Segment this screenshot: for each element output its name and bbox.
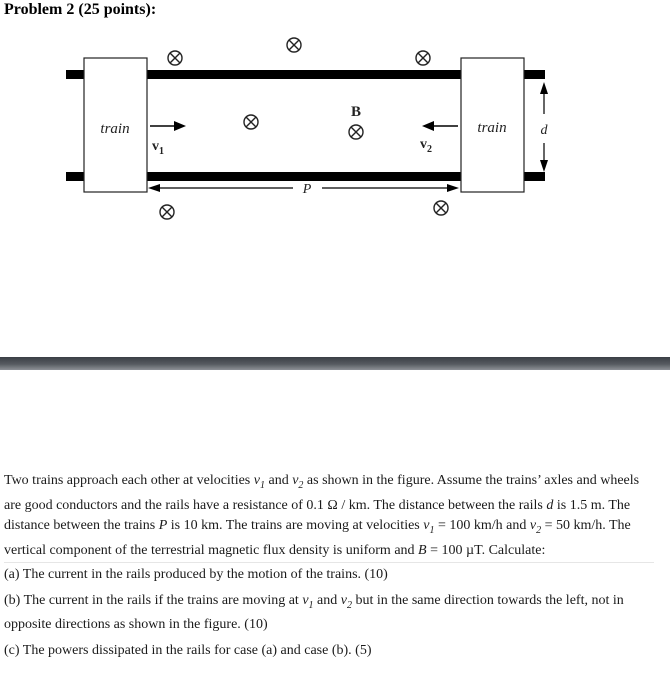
field-into-page-icon bbox=[416, 51, 430, 65]
subscript: 1 bbox=[429, 524, 435, 536]
variable-v: v bbox=[292, 473, 299, 488]
field-into-page-icon bbox=[349, 125, 363, 139]
variable-d: d bbox=[546, 497, 554, 513]
v2-label: $v_2$ bbox=[420, 137, 432, 155]
field-into-page-icon bbox=[434, 201, 448, 215]
part-a: (a) The current in the rails produced by the motion of the trains. (10) bbox=[4, 566, 388, 582]
field-into-page-icon bbox=[168, 51, 182, 65]
subscript: 1 bbox=[308, 599, 314, 611]
variable-v: v bbox=[253, 473, 260, 488]
right-train-label: train bbox=[477, 120, 507, 136]
part-c: (c) The powers dissipated in the rails for case (a) and case (b). (5) bbox=[4, 643, 372, 659]
train-rails-figure bbox=[0, 0, 670, 240]
variable-v: v bbox=[529, 517, 537, 533]
variable-b: B bbox=[418, 542, 427, 558]
part-b-text: but in the same direction towards the left, not in opposite directions as shown in the figure. (10) bbox=[4, 592, 624, 633]
field-into-page-icon bbox=[287, 38, 301, 52]
paragraph-text: = 100 km/h and bbox=[434, 517, 530, 533]
variable-v: v bbox=[340, 592, 347, 608]
problem-paragraph bbox=[4, 471, 654, 561]
v1-label: $v_1$ bbox=[152, 139, 164, 157]
part-b-text: (b) The current in the rails if the trains are moving at bbox=[4, 592, 303, 608]
separator bbox=[4, 562, 654, 563]
subscript: 1 bbox=[259, 479, 265, 491]
subscript: 2 bbox=[536, 524, 542, 536]
subscript: 2 bbox=[298, 479, 304, 491]
d-label: d bbox=[540, 123, 548, 138]
paragraph-text: = 50 km/h. The vertical component of the terrestrial magnetic flux density is uniform and bbox=[4, 517, 631, 558]
paragraph-text: as shown in the figure. Assume the trains’ axles and wheels are good conductors and the rails have a resistance of 0.1 Ω / km. The distance between the rails bbox=[4, 473, 640, 513]
paragraph-text: Two trains approach each other at velocities bbox=[4, 473, 254, 488]
v2-arrow bbox=[422, 121, 458, 131]
v1-arrow bbox=[150, 121, 186, 131]
variable-p: P bbox=[158, 517, 168, 533]
p-label: P bbox=[302, 182, 312, 197]
problem-statement bbox=[4, 471, 654, 661]
section-divider bbox=[0, 357, 670, 370]
paragraph-text: is 10 km. The trains are moving at velocities bbox=[167, 517, 424, 533]
field-into-page-icon bbox=[244, 115, 258, 129]
part-b-text: and bbox=[313, 592, 341, 608]
b-field-label: B bbox=[350, 104, 362, 120]
subscript: 2 bbox=[346, 599, 352, 611]
paragraph-text: is 1.5 m. The distance between the trains bbox=[4, 497, 631, 533]
field-into-page-icon bbox=[160, 205, 174, 219]
paragraph-text: = 100 µT. Calculate: bbox=[426, 542, 546, 558]
variable-v: v bbox=[423, 517, 430, 533]
part-b bbox=[4, 591, 654, 636]
left-train-label: train bbox=[100, 121, 130, 137]
problem-title: Problem 2 (25 points): bbox=[4, 1, 157, 18]
variable-v: v bbox=[302, 592, 309, 608]
paragraph-text: and bbox=[264, 473, 293, 488]
